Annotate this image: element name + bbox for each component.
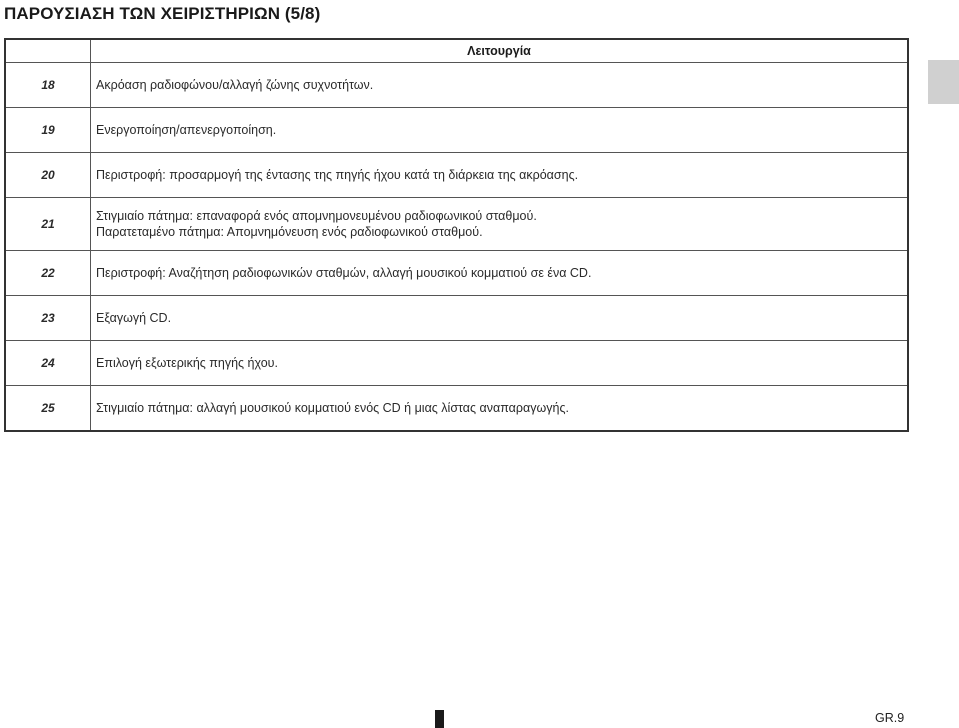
side-section-tab bbox=[928, 60, 959, 104]
header-function: Λειτουργία bbox=[91, 39, 909, 63]
row-description bbox=[91, 63, 909, 108]
description-line: Ακρόαση ραδιοφώνου/αλλαγή ζώνης συχνοτήτων. bbox=[96, 78, 374, 92]
description-line: Περιστροφή: προσαρμογή της έντασης της πηγής ήχου κατά τη διάρκεια της ακρόασης. bbox=[96, 168, 579, 182]
description-line: Επιλογή εξωτερικής πηγής ήχου. bbox=[96, 356, 278, 370]
row-description bbox=[91, 198, 909, 251]
row-number: 25 bbox=[5, 386, 91, 432]
row-number: 18 bbox=[5, 63, 91, 108]
description-line: Παρατεταμένο πάτημα: Απομνημόνευση ενός ραδιοφωνικού σταθμού. bbox=[96, 225, 483, 239]
footer-marker-bar bbox=[435, 710, 444, 728]
row-description bbox=[91, 153, 909, 198]
table-row bbox=[5, 63, 908, 108]
row-number: 20 bbox=[5, 153, 91, 198]
description-line: Περιστροφή: Αναζήτηση ραδιοφωνικών σταθμών, αλλαγή μουσικού κομματιού σε ένα CD. bbox=[96, 266, 592, 280]
table-row bbox=[5, 341, 908, 386]
description-line: Στιγμιαίο πάτημα: επαναφορά ενός απομνημονευμένου ραδιοφωνικού σταθμού. bbox=[96, 209, 537, 223]
row-number: 21 bbox=[5, 198, 91, 251]
row-number: 22 bbox=[5, 251, 91, 296]
table-row bbox=[5, 198, 908, 251]
description-line: Εξαγωγή CD. bbox=[96, 311, 172, 325]
header-number bbox=[5, 39, 91, 63]
row-description bbox=[91, 386, 909, 432]
table-header-row bbox=[5, 39, 908, 63]
row-description bbox=[91, 296, 909, 341]
row-description bbox=[91, 341, 909, 386]
table-row bbox=[5, 251, 908, 296]
table-row bbox=[5, 108, 908, 153]
controls-table bbox=[4, 38, 909, 432]
table-row bbox=[5, 153, 908, 198]
table-row bbox=[5, 296, 908, 341]
row-description bbox=[91, 251, 909, 296]
page-number: GR.9 bbox=[875, 711, 905, 725]
row-number: 24 bbox=[5, 341, 91, 386]
table-row bbox=[5, 386, 908, 432]
row-number: 19 bbox=[5, 108, 91, 153]
row-number: 23 bbox=[5, 296, 91, 341]
row-description bbox=[91, 108, 909, 153]
description-line: Ενεργοποίηση/απενεργοποίηση. bbox=[96, 123, 277, 137]
description-line: Στιγμιαίο πάτημα: αλλαγή μουσικού κομματιού ενός CD ή μιας λίστας αναπαραγωγής. bbox=[96, 401, 569, 415]
page-title: ΠΑΡΟΥΣΙΑΣΗ ΤΩΝ ΧΕΙΡΙΣΤΗΡΙΩΝ (5/8) bbox=[4, 4, 321, 23]
